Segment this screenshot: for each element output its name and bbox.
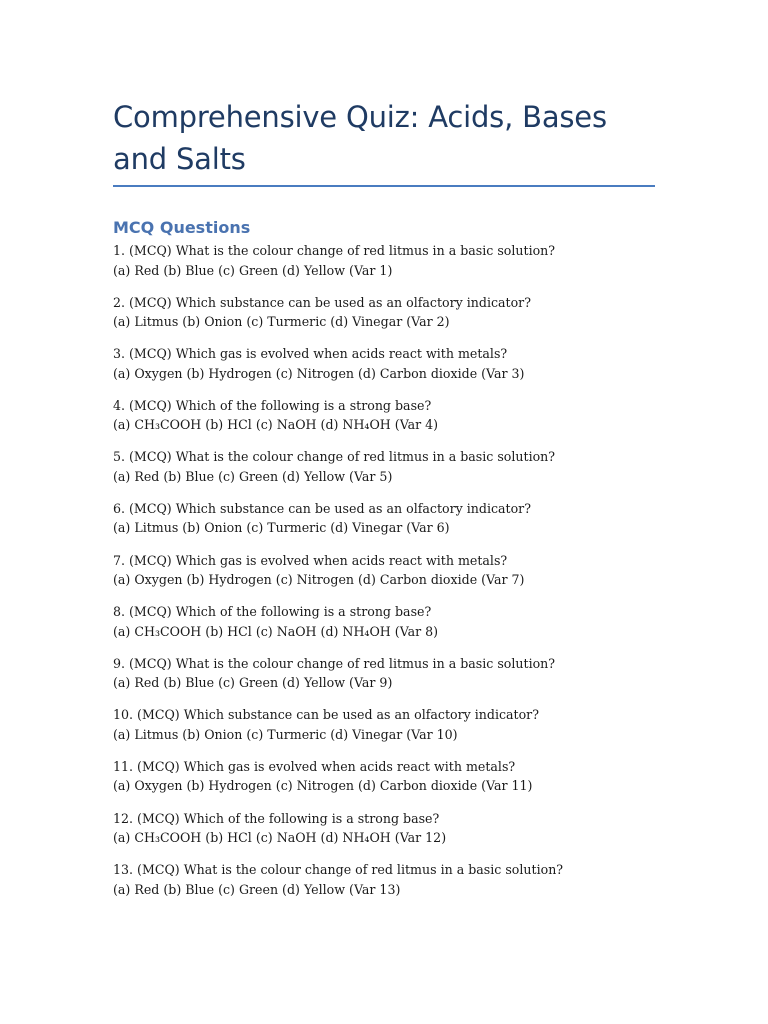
question-item-1 xyxy=(113,241,655,280)
question-list xyxy=(113,241,655,899)
question-text: 10. (MCQ) Which substance can be used as an olfactory indicator? xyxy=(113,707,539,723)
question-item-10 xyxy=(113,705,655,744)
document-title: Comprehensive Quiz: Acids, Bases and Salts xyxy=(113,100,607,176)
question-item-12 xyxy=(113,809,655,848)
question-text: 6. (MCQ) Which substance can be used as an olfactory indicator? xyxy=(113,500,531,516)
question-item-4 xyxy=(113,396,655,435)
question-options: (a) Red (b) Blue (c) Green (d) Yellow (Var 1) xyxy=(113,262,393,278)
question-options: (a) Red (b) Blue (c) Green (d) Yellow (Var 9) xyxy=(113,675,393,691)
question-text: 9. (MCQ) What is the colour change of red litmus in a basic solution? xyxy=(113,655,556,671)
question-text: 5. (MCQ) What is the colour change of red litmus in a basic solution? xyxy=(113,449,556,465)
question-options: (a) Litmus (b) Onion (c) Turmeric (d) Vinegar (Var 2) xyxy=(113,314,450,330)
question-text: 1. (MCQ) What is the colour change of red litmus in a basic solution? xyxy=(113,243,556,258)
question-options: (a) Red (b) Blue (c) Green (d) Yellow (Var 5) xyxy=(113,468,393,484)
question-item-5 xyxy=(113,447,655,486)
question-item-2 xyxy=(113,293,655,332)
question-options: (a) Litmus (b) Onion (c) Turmeric (d) Vinegar (Var 6) xyxy=(113,520,450,536)
question-item-13 xyxy=(113,860,655,899)
question-text: 4. (MCQ) Which of the following is a strong base? xyxy=(113,397,432,413)
question-options: (a) CH₃COOH (b) HCl (c) NaOH (d) NH₄OH (Var 8) xyxy=(113,623,439,639)
question-options: (a) Oxygen (b) Hydrogen (c) Nitrogen (d) Carbon dioxide (Var 3) xyxy=(113,365,525,381)
question-item-11 xyxy=(113,757,655,796)
question-text: 11. (MCQ) Which gas is evolved when acids react with metals? xyxy=(113,758,516,774)
question-item-6 xyxy=(113,499,655,538)
question-options: (a) Oxygen (b) Hydrogen (c) Nitrogen (d) Carbon dioxide (Var 11) xyxy=(113,778,533,794)
question-options: (a) Red (b) Blue (c) Green (d) Yellow (Var 13) xyxy=(113,881,401,897)
question-text: 3. (MCQ) Which gas is evolved when acids react with metals? xyxy=(113,346,508,362)
question-text: 13. (MCQ) What is the colour change of red litmus in a basic solution? xyxy=(113,862,564,878)
question-options: (a) Litmus (b) Onion (c) Turmeric (d) Vinegar (Var 10) xyxy=(113,726,458,742)
question-text: 2. (MCQ) Which substance can be used as an olfactory indicator? xyxy=(113,294,531,310)
document-page xyxy=(113,96,655,912)
question-options: (a) CH₃COOH (b) HCl (c) NaOH (d) NH₄OH (Var 4) xyxy=(113,417,439,433)
title-underline-divider xyxy=(113,185,655,187)
question-text: 8. (MCQ) Which of the following is a strong base? xyxy=(113,604,432,620)
section-heading-mcq: MCQ Questions xyxy=(113,218,251,237)
question-item-3 xyxy=(113,344,655,383)
question-options: (a) Oxygen (b) Hydrogen (c) Nitrogen (d) Carbon dioxide (Var 7) xyxy=(113,572,525,588)
question-item-9 xyxy=(113,654,655,693)
question-options: (a) CH₃COOH (b) HCl (c) NaOH (d) NH₄OH (Var 12) xyxy=(113,830,447,846)
question-item-8 xyxy=(113,602,655,641)
question-text: 7. (MCQ) Which gas is evolved when acids react with metals? xyxy=(113,552,508,568)
question-text: 12. (MCQ) Which of the following is a strong base? xyxy=(113,810,440,826)
question-item-7 xyxy=(113,551,655,590)
